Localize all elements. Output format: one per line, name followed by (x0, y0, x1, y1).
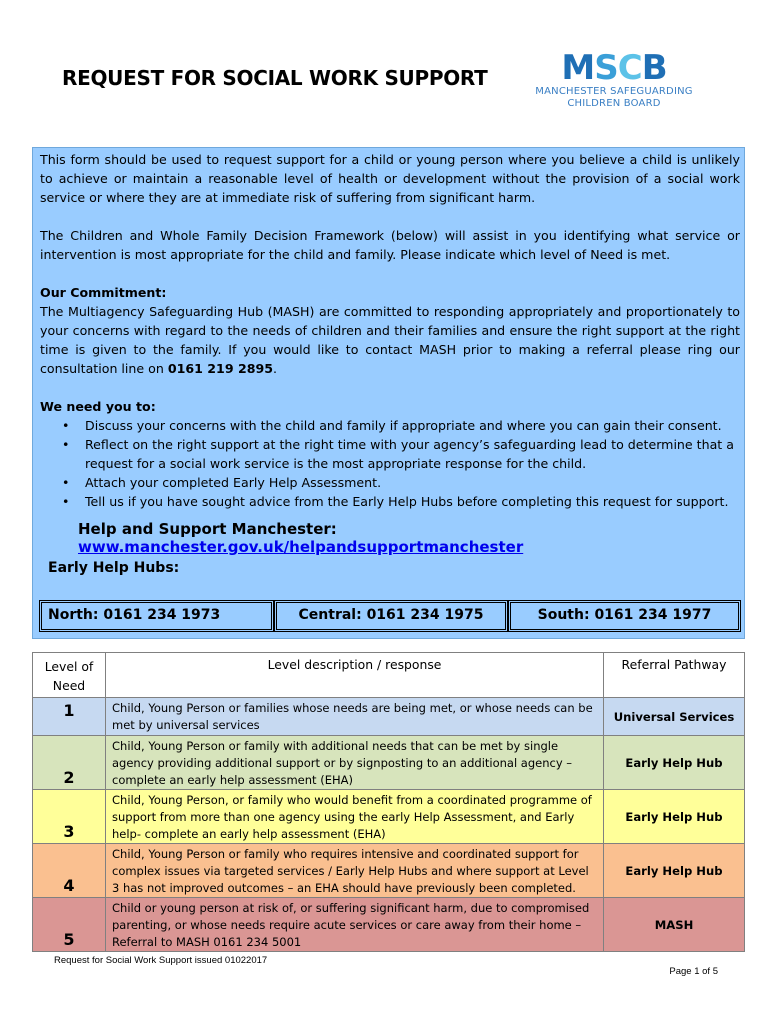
level-description: Child, Young Person or families whose needs are being met, or whose needs can be met by universal services (106, 698, 604, 736)
hub-north: North: 0161 234 1973 (39, 600, 274, 632)
levels-header-row (33, 653, 745, 698)
referral-pathway: MASH (604, 898, 745, 952)
intro-paragraph-1: This form should be used to request support for a child or young person where you believe a child is unlikely to achieve or maintain a reasonable level of health or development without the provision of a social work service or where they are at immediate risk of suffering from significant harm. (40, 152, 740, 205)
header-level: Level of Need (33, 653, 106, 698)
need-item: • Attach your completed Early Help Assessment. (40, 473, 740, 492)
level-description: Child, Young Person or family who requires intensive and coordinated support for complex issues via targeted services / Early Help Hubs and where support at Level 3 has not improved outcomes – an EHA should have previously been completed. (106, 844, 604, 898)
commitment-text: The Multiagency Safeguarding Hub (MASH) are committed to responding appropriately and proportionately to your concerns with regard to the needs of children and their families and ensure the right support at the right time is given to the family. If you would like to contact MASH prior to making a referral please ring our consultation line on 0161 219 2895. (40, 304, 740, 376)
page-number: Page 1 of 5 (669, 966, 718, 977)
table-row (33, 698, 745, 736)
header-pathway: Referral Pathway (604, 653, 745, 698)
table-row (33, 790, 745, 844)
referral-pathway: Early Help Hub (604, 790, 745, 844)
footer-issued: Request for Social Work Support issued 01022017 (54, 955, 268, 966)
logo-subtitle-2: CHILDREN BOARD (567, 98, 661, 109)
level-description: Child or young person at risk of, or suffering significant harm, due to compromised parenting, or whose needs require acute services or care away from their home – Referral to MASH 0161 234 5001 (106, 898, 604, 952)
level-number: 2 (33, 736, 106, 790)
need-item: • Tell us if you have sought advice from the Early Help Hubs before completing this request for support. (40, 492, 740, 511)
levels-table (32, 652, 745, 952)
level-number: 1 (33, 698, 106, 736)
referral-pathway: Universal Services (604, 698, 745, 736)
hubs-table (39, 600, 741, 632)
table-row (33, 898, 745, 952)
level-number: 3 (33, 790, 106, 844)
referral-pathway: Early Help Hub (604, 736, 745, 790)
table-row (33, 844, 745, 898)
table-row (33, 736, 745, 790)
consultation-number: 0161 219 2895 (167, 361, 274, 376)
help-support-line: Help and Support Manchester: www.manchester.gov.uk/helpandsupportmanchester (78, 520, 524, 556)
early-help-hubs-heading: Early Help Hubs: (48, 560, 180, 576)
need-item: • Discuss your concerns with the child and family if appropriate and where you can gain their consent. (40, 416, 740, 435)
need-list (40, 416, 740, 511)
hub-central: Central: 0161 234 1975 (274, 600, 508, 632)
level-number: 5 (33, 898, 106, 952)
logo-mark: MSCB (561, 48, 667, 88)
intro-panel (32, 147, 745, 639)
header-description: Level description / response (106, 653, 604, 698)
help-support-link[interactable]: www.manchester.gov.uk/helpandsupportmanchester (78, 538, 524, 556)
page-title: REQUEST FOR SOCIAL WORK SUPPORT (62, 66, 488, 90)
level-description: Child, Young Person, or family who would benefit from a coordinated programme of support from more than one agency using the early Help Assessment, and Early help- complete an early help assessment (EHA) (106, 790, 604, 844)
need-heading: We need you to: (40, 399, 156, 414)
level-description: Child, Young Person or family with additional needs that can be met by single agency providing additional support or by signposting to an additional agency – complete an early help assessment (EHA) (106, 736, 604, 790)
need-item: • Reflect on the right support at the right time with your agency’s safeguarding lead to determine that a request for a social work service is the most appropriate response for the child. (40, 435, 740, 473)
commitment-heading: Our Commitment: (40, 285, 167, 300)
referral-pathway: Early Help Hub (604, 844, 745, 898)
hub-south: South: 0161 234 1977 (508, 600, 741, 632)
logo-subtitle-1: MANCHESTER SAFEGUARDING (535, 86, 693, 97)
level-number: 4 (33, 844, 106, 898)
intro-paragraph-2: The Children and Whole Family Decision Framework (below) will assist in you identifying what service or intervention is most appropriate for the child and family. Please indicate which level of Need is met. (40, 228, 740, 262)
mscb-logo (530, 50, 698, 120)
